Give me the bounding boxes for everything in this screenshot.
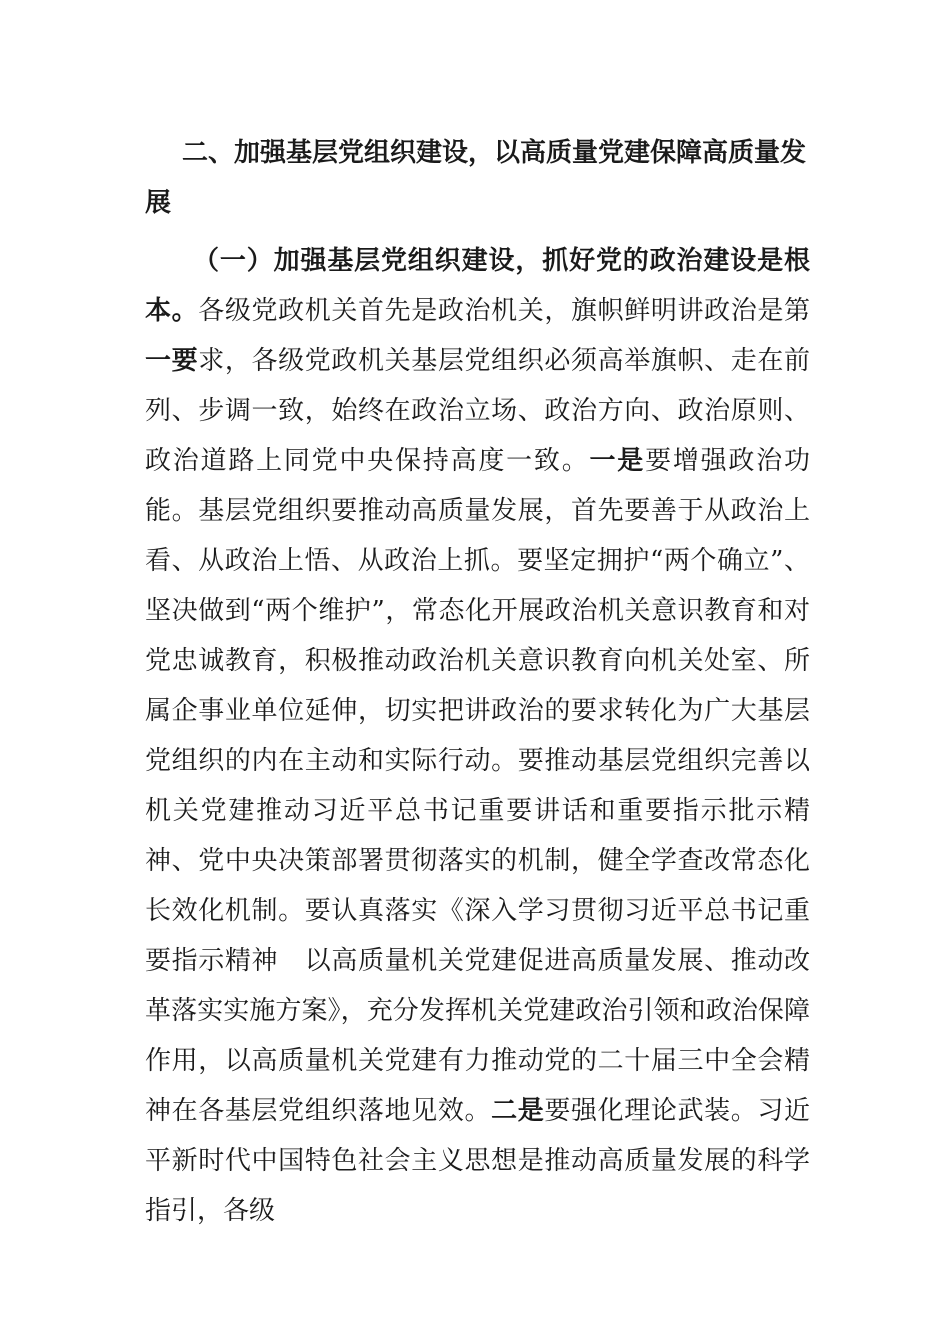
point-marker-first: 一是 — [589, 446, 646, 476]
paragraph-subheading: （一）加强基层党组织建设，抓好党的政治建设是根本。 — [145, 246, 810, 326]
emphasis-text: 一要 — [145, 346, 199, 376]
paragraph-text: 求，各级党政机关基层党组织必须高举旗帜、走在前列、步调一致，始终在政治立场、政治方向、政治原则、政治道路上同党中央保持高度一致。 — [145, 346, 810, 476]
paragraph-text: 要增强政治功能。基层党组织要推动高质量发展，首先要善于从政治上看、从政治上悟、从政治上抓。要坚定拥护“两个确立”、坚决做到“两个维护”，常态化开展政治机关意识教育和对党忠诚教育，积极推动政治机关意识教育向机关处室、所属企事业单位延伸，切实把讲政治的要求转化为广大基层党组织的内在主动和实际行动。要推动基层党组织完善以机关党建推动习近平总书记重要讲话和重要指示批示精神、党中央决策部署贯彻落实的机制，健全学查改常态化长效化机制。要认真落实《深入学习贯彻习近平总书记重要指示精神 以高质量机关党建促进高质量发展、推动改革落实实施方案》，充分发挥机关党建政治引领和政治保障作用，以高质量机关党建有力推动党的二十届三中全会精神在各基层党组织落地见效。 — [145, 446, 810, 1126]
section-heading: 二、加强基层党组织建设，以高质量党建保障高质量发展 — [145, 138, 807, 218]
paragraph-text: 要强化理论武装。习近平新时代中国特色社会主义思想是推动高质量发展的科学指引，各级 — [145, 1096, 810, 1226]
body-paragraph — [145, 236, 810, 1236]
point-marker-second: 二是 — [491, 1096, 545, 1126]
paragraph-text: 各级党政机关首先是政治机关，旗帜鲜明讲政治是第 — [198, 296, 810, 326]
